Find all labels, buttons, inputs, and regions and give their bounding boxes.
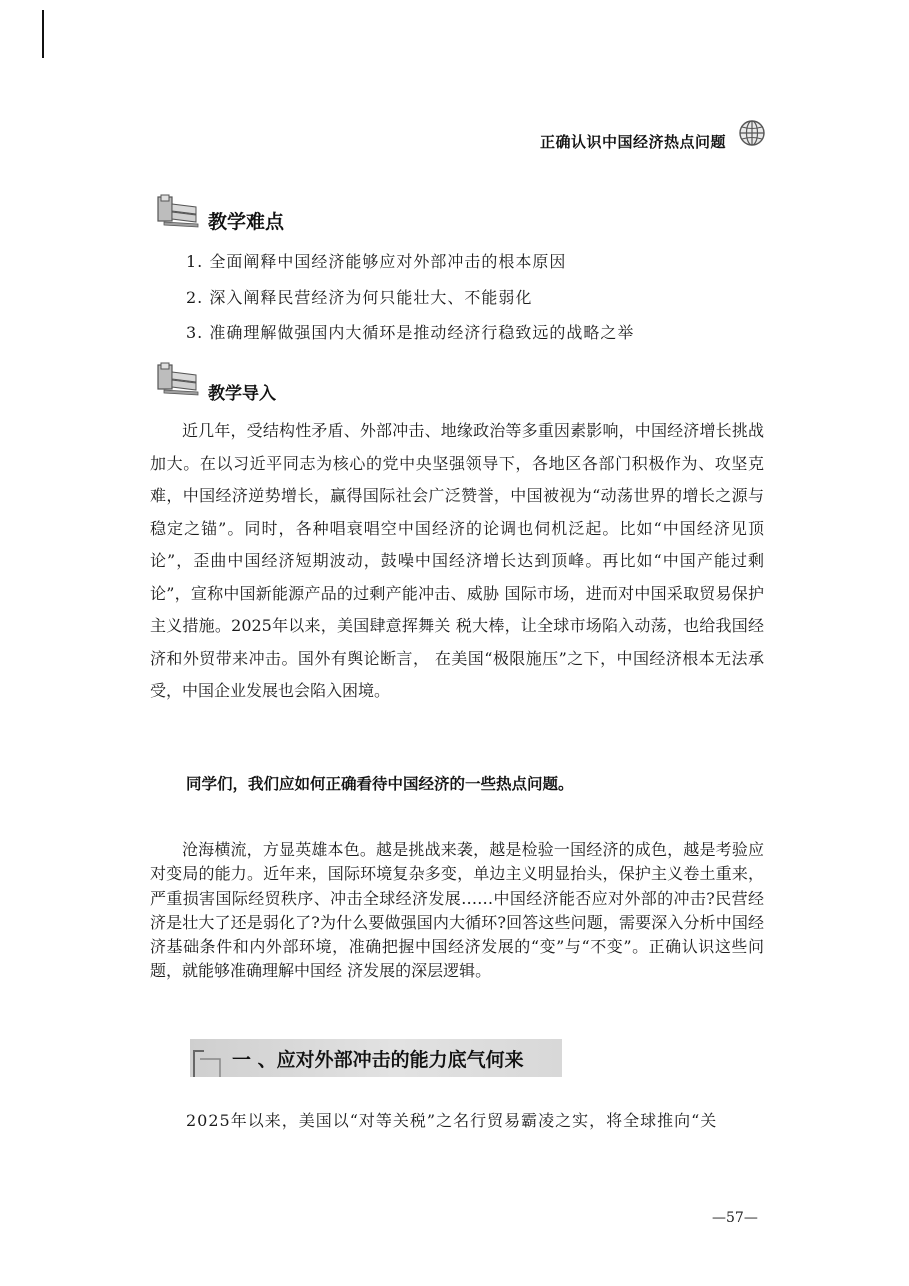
difficulty-item-2: 2. 深入阐释民营经济为何只能壮大、不能弱化 xyxy=(186,288,533,307)
bracket-corner-icon xyxy=(190,1045,224,1079)
lead-paragraph: 沧海横流，方显英雄本色。越是挑战来袭，越是检验一国经济的成色，越是考验应对变局的能力。近年来，国际环境复杂多变，单边主义明显抬头，保护主义卷土重来，严重损害国际经贸秩序、冲击全球经济发展……中国经济能否应对外部的冲击?民营经济是壮大了还是弱化了?为什么要做强国内大循环?回答这些问题，需要深入分析中国经济基础条件和内外部环境，准确把握中国经济发展的“变”与“不变”。正确认识这些问题，就能够准确理解中国经 济发展的深层逻辑。 xyxy=(150,840,764,981)
crop-mark xyxy=(42,10,44,58)
heading-one: 一 、应对外部冲击的能力底气何来 xyxy=(232,1049,524,1071)
running-head: 正确认识中国经济热点问题 xyxy=(539,133,726,151)
difficulty-item-3: 3. 准确理解做强国内大循环是推动经济行稳致远的战略之举 xyxy=(186,323,635,342)
difficulty-item-1: 1. 全面阐释中国经济能够应对外部冲击的根本原因 xyxy=(186,252,567,271)
section-title-difficulties: 教学难点 xyxy=(208,211,285,233)
discussion-prompt: 同学们，我们应如何正确看待中国经济的一些热点问题。 xyxy=(186,775,574,793)
stacked-books-icon xyxy=(156,194,200,228)
page-number: —57— xyxy=(712,1210,758,1226)
section-title-intro: 教学导入 xyxy=(208,384,276,404)
intro-paragraph: 近几年，受结构性矛盾、外部冲击、地缘政治等多重因素影响，中国经济增长挑战加大。在以习近平同志为核心的党中央坚强领导下，各地区各部门积极作为、攻坚克难，中国经济逆势增长，赢得国际社会广泛赞誉，中国被视为“动荡世界的增长之源与稳定之锚”。同时，各种唱衰唱空中国经济的论调也伺机泛起。比如“中国经济见顶论”，歪曲中国经济短期波动，鼓噪中国经济增长达到顶峰。再比如“中国产能过剩论”，宣称中国新能源产品的过剩产能冲击、威胁 国际市场，进而对中国采取贸易保护主义措施。2025年以来，美国肆意挥舞关 税大棒，让全球市场陷入动荡，也给我国经济和外贸带来冲击。国外有舆论断言， 在美国“极限施压”之下，中国经济根本无法承受，中国企业发展也会陷入困境。 xyxy=(150,421,764,700)
stacked-books-icon xyxy=(156,362,200,396)
body-paragraph-start: 2025年以来，美国以“对等关税”之名行贸易霸凌之实，将全球推向“关 xyxy=(186,1111,718,1130)
globe-icon xyxy=(738,119,766,147)
